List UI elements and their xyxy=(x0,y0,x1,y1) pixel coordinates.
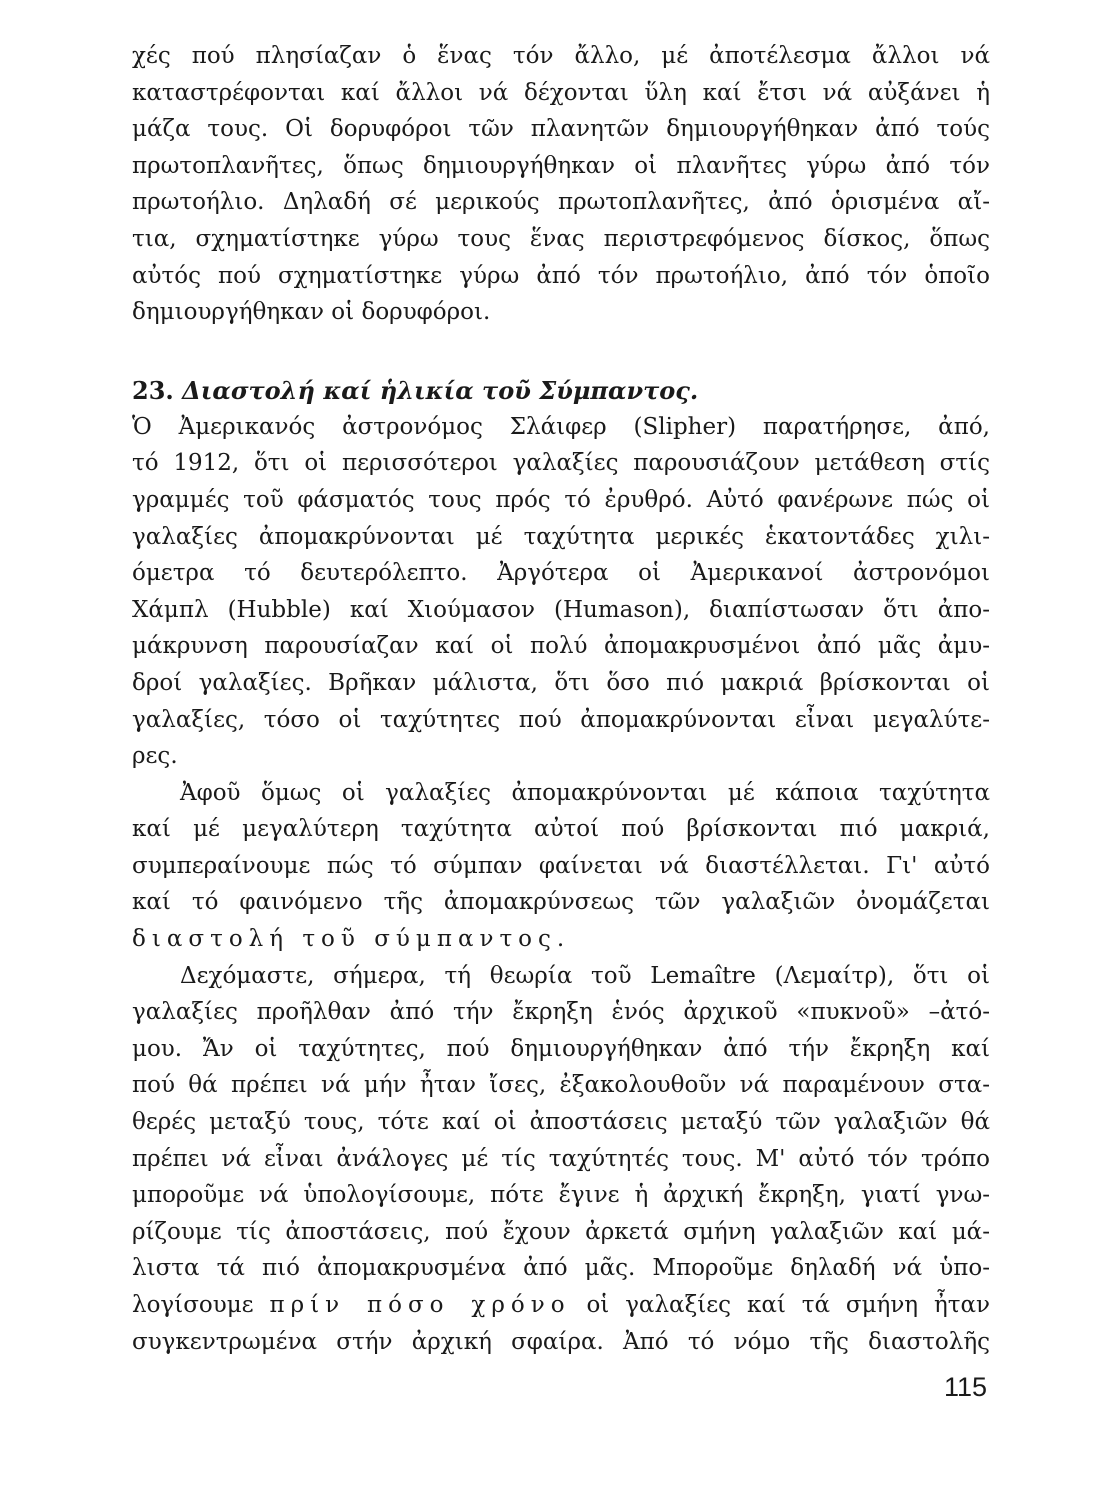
page-body xyxy=(132,38,990,1360)
text-fragment: οἱ γαλαξίες καί τά σμήνη ἦταν xyxy=(586,1292,990,1318)
text-line: δροί γαλαξίες. Βρῆκαν μάλιστα, ὅτι ὅσο πιό μακριά βρίσκονται οἱ xyxy=(132,669,990,696)
paragraph-satellites xyxy=(132,38,990,331)
text-line: Δεχόμαστε, σήμερα, τή θεωρία τοῦ Lemaître (Λεμαίτρ), ὅτι οἱ xyxy=(180,962,990,989)
text-line: γραμμές τοῦ φάσματός τους πρός τό ἐρυθρό. Αὐτό φανέρωνε πώς οἱ xyxy=(132,486,990,513)
text-line: Χάμπλ (Hubble) καί Χιούμασον (Humason), διαπίστωσαν ὅτι ἀπο- xyxy=(132,596,990,623)
text-line: πρωτοπλανῆτες, ὅπως δημιουργήθηκαν οἱ πλανῆτες γύρω ἀπό τόν xyxy=(132,152,990,179)
text-line: συμπεραίνουμε πώς τό σύμπαν φαίνεται νά διαστέλλεται. Γι' αὐτό xyxy=(132,852,990,879)
text-line: Ἀφοῦ ὅμως οἱ γαλαξίες ἀπομακρύνονται μέ κάποια ταχύτητα xyxy=(180,779,990,806)
text-line: δημιουργήθηκαν οἱ δορυφόροι. xyxy=(132,299,491,326)
text-line: μάζα τους. Οἱ δορυφόροι τῶν πλανητῶν δημιουργήθηκαν ἀπό τούς xyxy=(132,116,990,143)
text-line: γαλαξίες ἀπομακρύνονται μέ ταχύτητα μερικές ἑκατοντάδες χιλι- xyxy=(132,523,990,550)
spaced-term: διαστολή τοῦ σύμπαντος. xyxy=(132,926,571,953)
text-line: Ὁ Ἀμερικανός ἀστρονόμος Σλάιφερ (Slipher) παρατήρησε, ἀπό, xyxy=(132,413,990,440)
text-line: μου. Ἄν οἱ ταχύτητες, πού δημιουργήθηκαν ἀπό τήν ἔκρηξη καί xyxy=(132,1035,990,1062)
text-line: συγκεντρωμένα στήν ἀρχική σφαίρα. Ἀπό τό νόμο τῆς διαστολῆς xyxy=(132,1328,990,1355)
text-line: ρες. xyxy=(132,743,178,770)
text-line: χές πού πλησίαζαν ὁ ἕνας τόν ἄλλο, μέ ἀποτέλεσμα ἄλλοι νά xyxy=(132,43,990,69)
text-line: καί τό φαινόμενο τῆς ἀπομακρύνσεως τῶν γαλαξιῶν ὀνομάζεται xyxy=(132,889,990,916)
text-line: μάκρυνση παρουσίαζαν καί οἱ πολύ ἀπομακρυσμένοι ἀπό μᾶς ἀμυ- xyxy=(132,633,990,660)
text-line: καταστρέφονται καί ἄλλοι νά δέχονται ὕλη καί ἔτσι νά αὐξάνει ἡ xyxy=(132,79,990,106)
text-line: γαλαξίες προῆλθαν ἀπό τήν ἔκρηξη ἑνός ἀρχικοῦ «πυκνοῦ» –ἀτό- xyxy=(132,999,990,1026)
text-line: αὐτός πού σχηματίστηκε γύρω ἀπό τόν πρωτοήλιο, ἀπό τόν ὁποῖο xyxy=(132,262,990,289)
text-line: ρίζουμε τίς ἀποστάσεις, πού ἔχουν ἀρκετά σμήνη γαλαξιῶν καί μά- xyxy=(132,1218,990,1245)
text-line: πρωτοήλιο. Δηλαδή σέ μερικούς πρωτοπλανῆτες, ἀπό ὁρισμένα αἴ- xyxy=(132,189,990,216)
text-line: μποροῦμε νά ὑπολογίσουμε, πότε ἔγινε ἡ ἀρχική ἔκρηξη, γιατί γνω- xyxy=(132,1182,990,1209)
text-line: καί μέ μεγαλύτερη ταχύτητα αὐτοί πού βρίσκονται πιό μακριά, xyxy=(132,816,990,843)
section-title: Διαστολή καί ἡλικία τοῦ Σύμπαντος. xyxy=(182,375,699,405)
paragraph-expansion xyxy=(132,775,990,958)
text-line xyxy=(132,1287,990,1324)
section-heading xyxy=(132,373,990,409)
section-number: 23. xyxy=(132,375,174,405)
page-number: 115 xyxy=(944,1372,988,1402)
text-line: λιστα τά πιό ἀπομακρυσμένα ἀπό μᾶς. Μποροῦμε δηλαδή νά ὑπο- xyxy=(132,1255,990,1282)
text-line: θερές μεταξύ τους, τότε καί οἱ ἀποστάσεις μεταξύ τῶν γαλαξιῶν θά xyxy=(132,1109,990,1136)
text-line: πού θά πρέπει νά μήν ἦταν ἴσες, ἐξακολουθοῦν νά παραμένουν στα- xyxy=(132,1072,990,1099)
text-line: πρέπει νά εἶναι ἀνάλογες μέ τίς ταχύτητές τους. Μ' αὐτό τόν τρόπο xyxy=(132,1145,990,1172)
text-fragment: λογίσουμε xyxy=(132,1292,254,1318)
text-line: τια, σχηματίστηκε γύρω τους ἕνας περιστρεφόμενος δίσκος, ὅπως xyxy=(132,225,990,252)
paragraph-slipher xyxy=(132,409,990,775)
spaced-term: πρίν πόσο χρόνο xyxy=(269,1292,571,1318)
text-line: τό 1912, ὅτι οἱ περισσότεροι γαλαξίες παρουσιάζουν μετάθεση στίς xyxy=(132,450,990,477)
text-line: γαλαξίες, τόσο οἱ ταχύτητες πού ἀπομακρύνονται εἶναι μεγαλύτε- xyxy=(132,706,990,733)
paragraph-lemaitre xyxy=(132,958,990,1361)
text-line: όμετρα τό δευτερόλεπτο. Ἀργότερα οἱ Ἀμερικανοί ἀστρονόμοι xyxy=(132,560,990,587)
